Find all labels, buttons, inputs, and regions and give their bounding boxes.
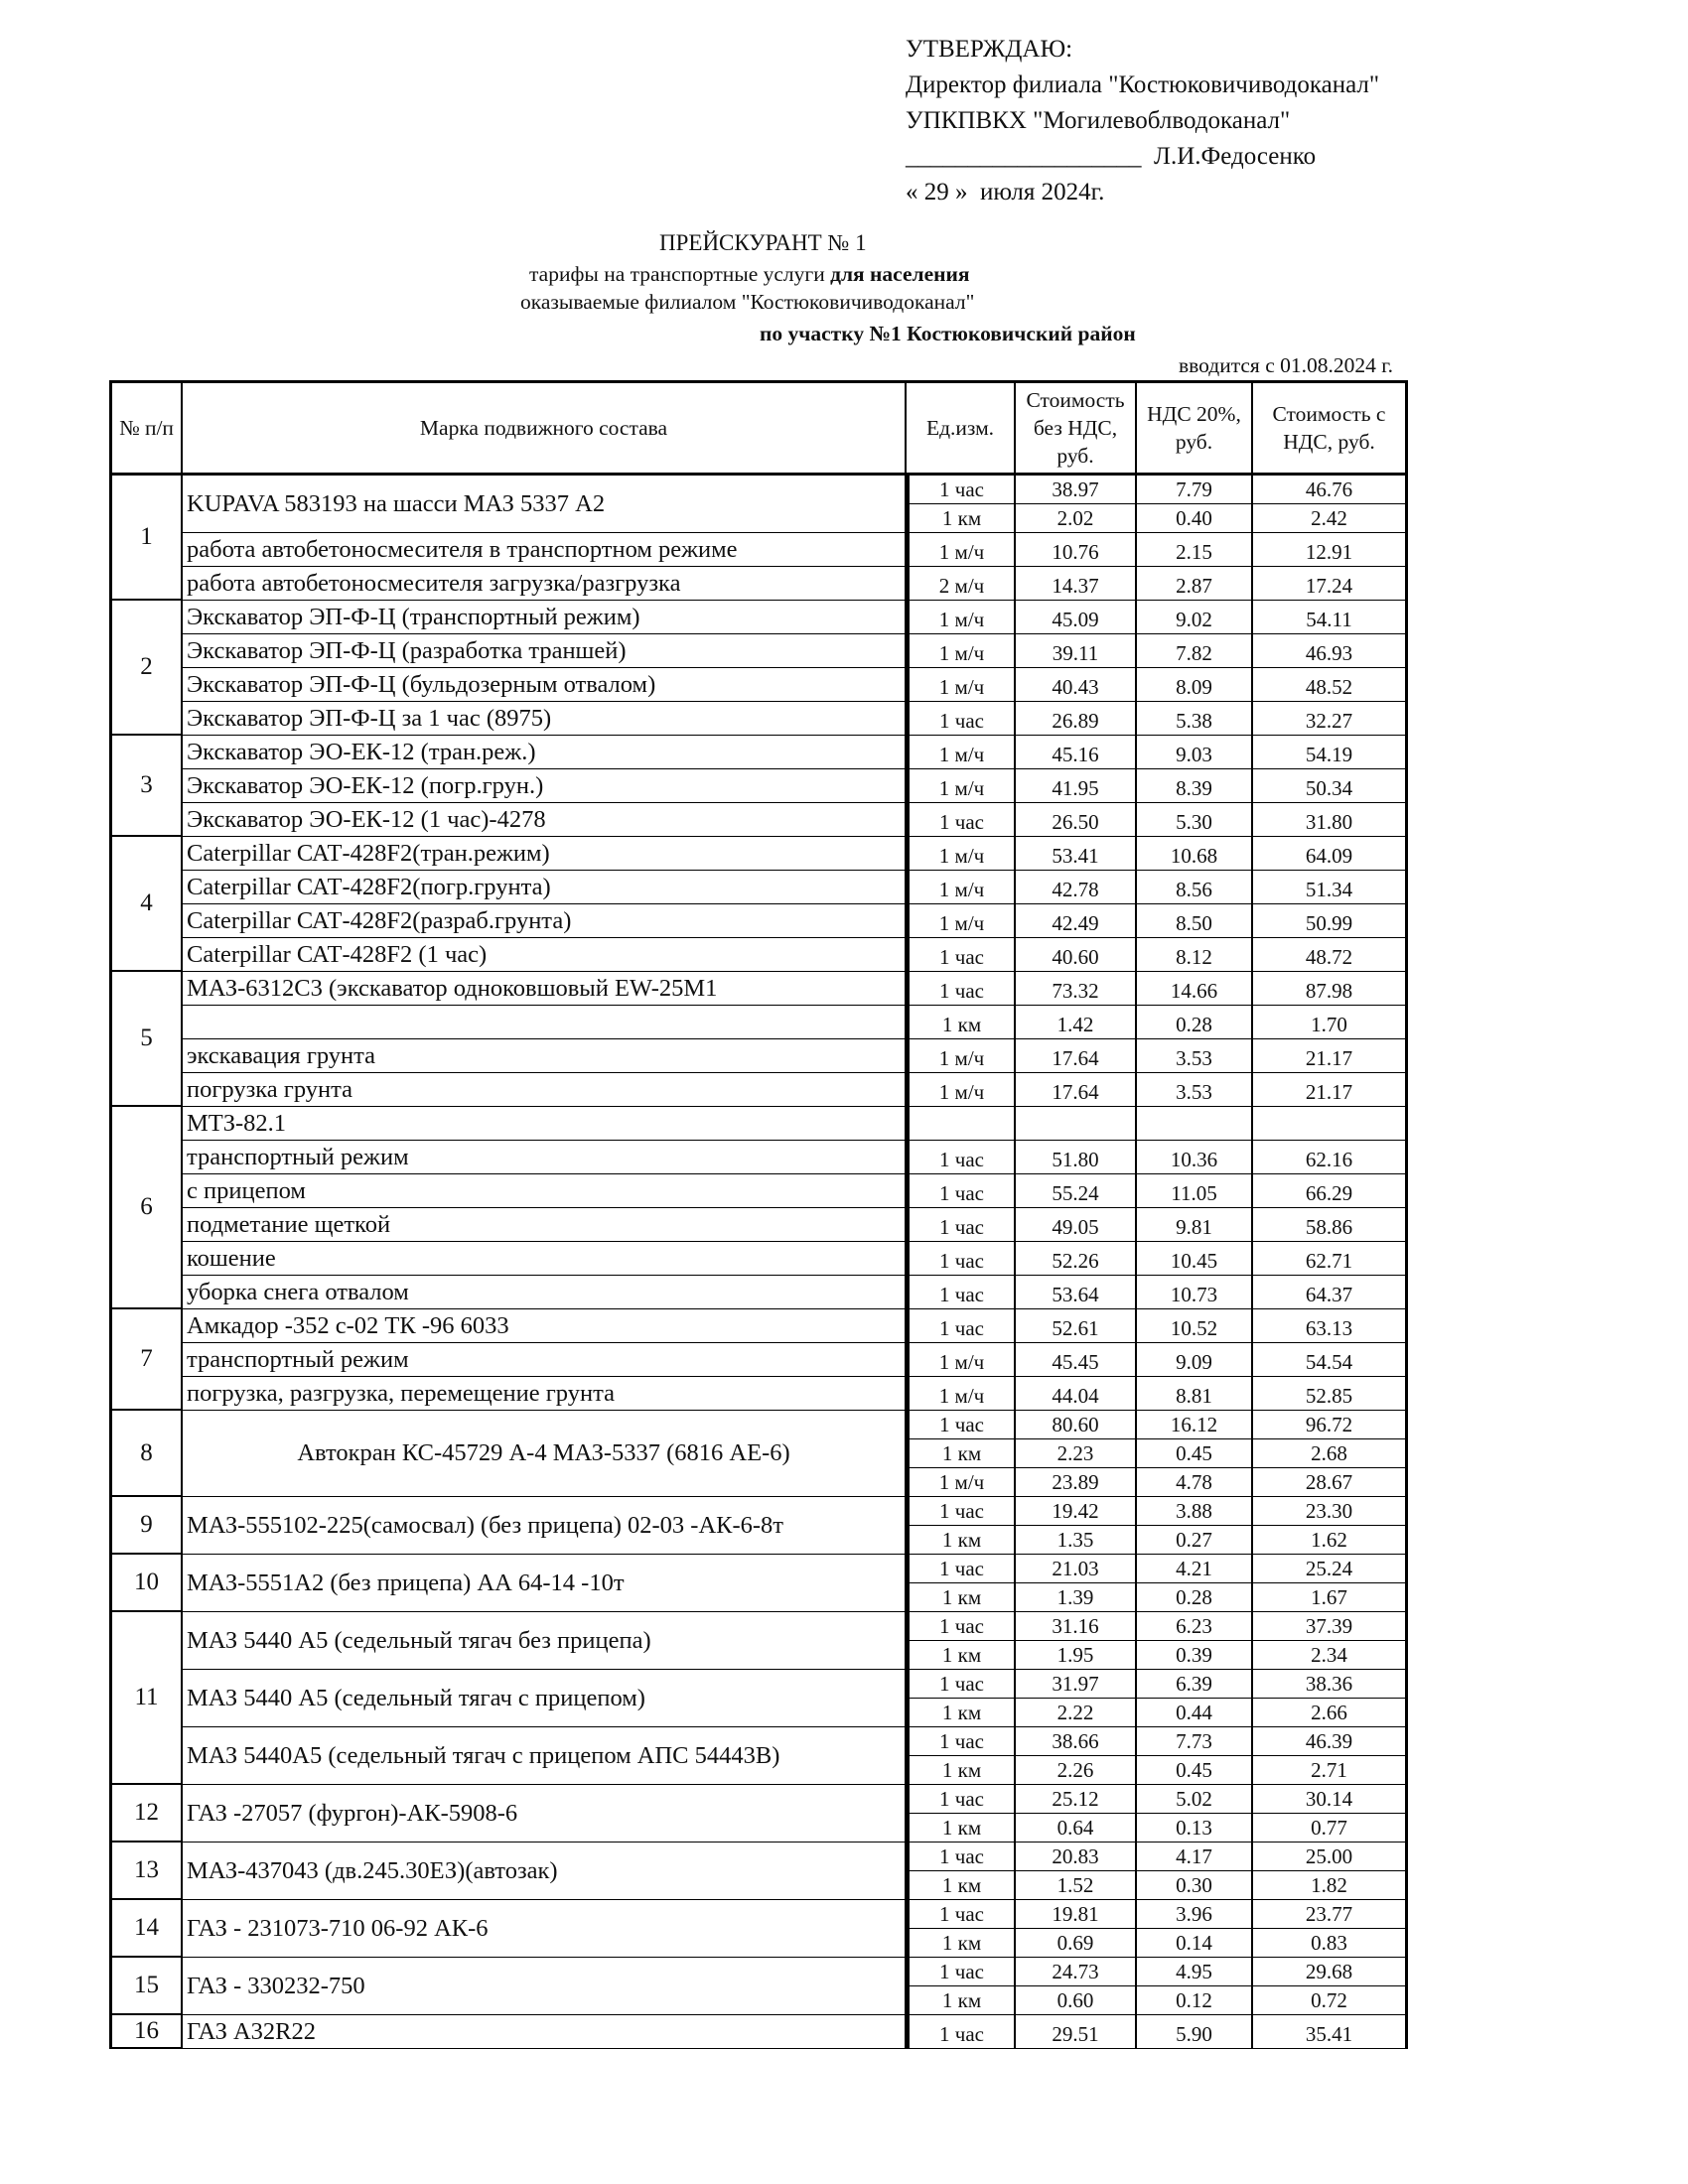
total-cell: 31.80 bbox=[1253, 803, 1408, 837]
vat-cell: 8.12 bbox=[1137, 938, 1253, 972]
vat-cell: 10.73 bbox=[1137, 1276, 1253, 1309]
vehicle-brand: Caterpillar САТ-428F2(тран.режим) bbox=[183, 837, 907, 871]
total-cell: 64.37 bbox=[1253, 1276, 1408, 1309]
price-cell: 26.89 bbox=[1016, 702, 1137, 736]
header-price-with-vat: Стоимость с НДС, руб. bbox=[1253, 383, 1408, 476]
total-cell: 0.83 bbox=[1253, 1929, 1408, 1958]
unit-cell: 1 час bbox=[907, 1141, 1016, 1174]
row-number: 1 bbox=[109, 476, 183, 601]
vat-cell: 8.56 bbox=[1137, 871, 1253, 904]
price-cell: 2.23 bbox=[1016, 1439, 1137, 1468]
unit-cell: 1 м/ч bbox=[907, 533, 1016, 567]
unit-cell: 1 час bbox=[907, 1276, 1016, 1309]
vat-cell: 3.88 bbox=[1137, 1497, 1253, 1526]
unit-cell: 1 м/ч bbox=[907, 1073, 1016, 1107]
vat-cell: 10.52 bbox=[1137, 1309, 1253, 1343]
total-cell: 63.13 bbox=[1253, 1309, 1408, 1343]
total-cell: 1.82 bbox=[1253, 1871, 1408, 1900]
unit-cell: 1 м/ч bbox=[907, 736, 1016, 769]
vehicle-brand: работа автобетоносмесителя загрузка/разгрузка bbox=[183, 567, 907, 601]
price-cell: 40.43 bbox=[1016, 668, 1137, 702]
vehicle-brand: Caterpillar САТ-428F2(погр.грунта) bbox=[183, 871, 907, 904]
row-number: 6 bbox=[109, 1107, 183, 1309]
total-cell: 23.77 bbox=[1253, 1900, 1408, 1929]
vat-cell: 0.28 bbox=[1137, 1583, 1253, 1612]
vehicle-brand: Экскаватор ЭП-Ф-Ц за 1 час (8975) bbox=[183, 702, 907, 736]
total-cell: 17.24 bbox=[1253, 567, 1408, 601]
vat-cell: 2.87 bbox=[1137, 567, 1253, 601]
price-cell: 21.03 bbox=[1016, 1555, 1137, 1583]
price-cell: 1.95 bbox=[1016, 1641, 1137, 1670]
unit-cell: 2 м/ч bbox=[907, 567, 1016, 601]
header-number: № п/п bbox=[109, 383, 183, 476]
unit-cell: 1 км bbox=[907, 1526, 1016, 1555]
vehicle-brand: ГАЗ - 231073-710 06-92 АК-6 bbox=[183, 1900, 907, 1958]
unit-cell: 1 час bbox=[907, 1309, 1016, 1343]
total-cell: 12.91 bbox=[1253, 533, 1408, 567]
total-cell: 35.41 bbox=[1253, 2015, 1408, 2049]
vehicle-brand: экскавация грунта bbox=[183, 1039, 907, 1073]
price-list-subtitle bbox=[529, 262, 970, 287]
vat-cell: 2.15 bbox=[1137, 533, 1253, 567]
vat-cell: 10.68 bbox=[1137, 837, 1253, 871]
price-cell: 2.26 bbox=[1016, 1756, 1137, 1785]
row-number: 16 bbox=[109, 2015, 183, 2049]
total-cell: 87.98 bbox=[1253, 972, 1408, 1006]
total-cell: 54.54 bbox=[1253, 1343, 1408, 1377]
unit-cell: 1 час bbox=[907, 972, 1016, 1006]
unit-cell: 1 час bbox=[907, 1242, 1016, 1276]
vehicle-brand: с прицепом bbox=[183, 1174, 907, 1208]
vat-cell: 16.12 bbox=[1137, 1411, 1253, 1439]
price-cell: 2.02 bbox=[1016, 504, 1137, 533]
row-number: 14 bbox=[109, 1900, 183, 1958]
vat-cell: 3.53 bbox=[1137, 1039, 1253, 1073]
vat-cell: 0.45 bbox=[1137, 1439, 1253, 1468]
unit-cell: 1 км bbox=[907, 1929, 1016, 1958]
vat-cell: 6.23 bbox=[1137, 1612, 1253, 1641]
vehicle-brand: подметание щеткой bbox=[183, 1208, 907, 1242]
price-cell: 80.60 bbox=[1016, 1411, 1137, 1439]
row-number: 13 bbox=[109, 1843, 183, 1900]
unit-cell: 1 час bbox=[907, 702, 1016, 736]
total-cell: 25.00 bbox=[1253, 1843, 1408, 1871]
price-cell: 29.51 bbox=[1016, 2015, 1137, 2049]
unit-cell: 1 м/ч bbox=[907, 601, 1016, 634]
total-cell: 32.27 bbox=[1253, 702, 1408, 736]
unit-cell: 1 м/ч bbox=[907, 1039, 1016, 1073]
row-number: 12 bbox=[109, 1785, 183, 1843]
vehicle-brand: погрузка, разгрузка, перемещение грунта bbox=[183, 1377, 907, 1411]
vat-cell: 4.21 bbox=[1137, 1555, 1253, 1583]
unit-cell: 1 час bbox=[907, 1843, 1016, 1871]
vehicle-brand bbox=[183, 1006, 907, 1039]
vat-cell: 11.05 bbox=[1137, 1174, 1253, 1208]
unit-cell: 1 км bbox=[907, 1641, 1016, 1670]
total-cell: 54.19 bbox=[1253, 736, 1408, 769]
unit-cell: 1 час bbox=[907, 1727, 1016, 1756]
unit-cell: 1 км bbox=[907, 1814, 1016, 1843]
price-cell: 45.45 bbox=[1016, 1343, 1137, 1377]
vat-cell: 0.14 bbox=[1137, 1929, 1253, 1958]
vat-cell: 8.81 bbox=[1137, 1377, 1253, 1411]
unit-cell: 1 м/ч bbox=[907, 769, 1016, 803]
total-cell: 21.17 bbox=[1253, 1039, 1408, 1073]
vat-cell: 9.03 bbox=[1137, 736, 1253, 769]
unit-cell: 1 км bbox=[907, 1006, 1016, 1039]
total-cell: 28.67 bbox=[1253, 1468, 1408, 1497]
price-cell: 42.78 bbox=[1016, 871, 1137, 904]
vehicle-brand: Caterpillar САТ-428F2(разраб.грунта) bbox=[183, 904, 907, 938]
row-number: 7 bbox=[109, 1309, 183, 1411]
unit-cell: 1 час bbox=[907, 938, 1016, 972]
vehicle-brand: Экскаватор ЭО-ЕК-12 (тран.реж.) bbox=[183, 736, 907, 769]
price-cell: 73.32 bbox=[1016, 972, 1137, 1006]
approve-line-3: УПКПВКХ "Могилевоблводоканал" bbox=[906, 107, 1291, 134]
row-number: 8 bbox=[109, 1411, 183, 1497]
vat-cell: 7.79 bbox=[1137, 476, 1253, 504]
vat-cell: 9.02 bbox=[1137, 601, 1253, 634]
vehicle-brand: ГАЗ А32R22 bbox=[183, 2015, 907, 2049]
vat-cell: 4.17 bbox=[1137, 1843, 1253, 1871]
price-cell bbox=[1016, 1107, 1137, 1141]
total-cell: 38.36 bbox=[1253, 1670, 1408, 1699]
price-cell: 45.09 bbox=[1016, 601, 1137, 634]
vat-cell: 8.39 bbox=[1137, 769, 1253, 803]
unit-cell: 1 м/ч bbox=[907, 634, 1016, 668]
unit-cell: 1 час bbox=[907, 1900, 1016, 1929]
vehicle-brand: кошение bbox=[183, 1242, 907, 1276]
total-cell: 1.62 bbox=[1253, 1526, 1408, 1555]
vat-cell: 14.66 bbox=[1137, 972, 1253, 1006]
total-cell: 50.34 bbox=[1253, 769, 1408, 803]
unit-cell: 1 м/ч bbox=[907, 837, 1016, 871]
unit-cell: 1 км bbox=[907, 1986, 1016, 2015]
total-cell: 62.16 bbox=[1253, 1141, 1408, 1174]
price-cell: 1.42 bbox=[1016, 1006, 1137, 1039]
unit-cell: 1 м/ч bbox=[907, 668, 1016, 702]
vat-cell: 9.09 bbox=[1137, 1343, 1253, 1377]
vehicle-brand: МАЗ 5440 А5 (седельный тягач с прицепом) bbox=[183, 1670, 907, 1727]
vehicle-brand: МАЗ-555102-225(самосвал) (без прицепа) 02-03 -АК-6-8т bbox=[183, 1497, 907, 1555]
header-unit: Ед.изм. bbox=[907, 383, 1016, 476]
price-cell: 38.66 bbox=[1016, 1727, 1137, 1756]
total-cell: 48.52 bbox=[1253, 668, 1408, 702]
vehicle-brand: МАЗ-6312С3 (экскаватор одноковшовый EW-25M1 bbox=[183, 972, 907, 1006]
unit-cell: 1 м/ч bbox=[907, 904, 1016, 938]
tariff-table bbox=[109, 380, 1408, 2061]
vehicle-brand: Экскаватор ЭП-Ф-Ц (транспортный режим) bbox=[183, 601, 907, 634]
vehicle-brand: Экскаватор ЭО-ЕК-12 (1 час)-4278 bbox=[183, 803, 907, 837]
row-number: 3 bbox=[109, 736, 183, 837]
row-number: 15 bbox=[109, 1958, 183, 2015]
vat-cell: 3.96 bbox=[1137, 1900, 1253, 1929]
vehicle-brand: МАЗ 5440А5 (седельный тягач с прицепом АПС 54443В) bbox=[183, 1727, 907, 1785]
vehicle-brand: ГАЗ -27057 (фургон)-АК-5908-6 bbox=[183, 1785, 907, 1843]
total-cell: 46.76 bbox=[1253, 476, 1408, 504]
vat-cell: 4.78 bbox=[1137, 1468, 1253, 1497]
total-cell: 52.85 bbox=[1253, 1377, 1408, 1411]
unit-cell: 1 час bbox=[907, 1670, 1016, 1699]
row-number: 11 bbox=[109, 1612, 183, 1785]
total-cell: 37.39 bbox=[1253, 1612, 1408, 1641]
header-brand: Марка подвижного состава bbox=[183, 383, 907, 476]
unit-cell: 1 час bbox=[907, 1174, 1016, 1208]
price-cell: 17.64 bbox=[1016, 1073, 1137, 1107]
unit-cell: 1 км bbox=[907, 1756, 1016, 1785]
approve-line-2: Директор филиала "Костюковичиводоканал" bbox=[906, 71, 1380, 98]
price-cell: 19.42 bbox=[1016, 1497, 1137, 1526]
total-cell: 2.71 bbox=[1253, 1756, 1408, 1785]
vat-cell: 5.02 bbox=[1137, 1785, 1253, 1814]
vat-cell: 0.28 bbox=[1137, 1006, 1253, 1039]
total-cell: 21.17 bbox=[1253, 1073, 1408, 1107]
vehicle-brand: МАЗ 5440 А5 (седельный тягач без прицепа) bbox=[183, 1612, 907, 1670]
unit-cell: 1 м/ч bbox=[907, 1377, 1016, 1411]
total-cell: 2.42 bbox=[1253, 504, 1408, 533]
subtitle-part-2: для населения bbox=[830, 262, 970, 286]
vehicle-brand: ГАЗ - 330232-750 bbox=[183, 1958, 907, 2015]
row-number: 9 bbox=[109, 1497, 183, 1555]
vehicle-brand: Caterpillar САТ-428F2 (1 час) bbox=[183, 938, 907, 972]
vehicle-brand: Амкадор -352 с-02 ТК -96 6033 bbox=[183, 1309, 907, 1343]
price-cell: 26.50 bbox=[1016, 803, 1137, 837]
row-number: 10 bbox=[109, 1555, 183, 1612]
price-cell: 19.81 bbox=[1016, 1900, 1137, 1929]
vat-cell: 5.90 bbox=[1137, 2015, 1253, 2049]
unit-cell: 1 час bbox=[907, 1785, 1016, 1814]
total-cell: 0.72 bbox=[1253, 1986, 1408, 2015]
vehicle-brand: транспортный режим bbox=[183, 1141, 907, 1174]
total-cell: 96.72 bbox=[1253, 1411, 1408, 1439]
total-cell: 51.34 bbox=[1253, 871, 1408, 904]
vehicle-brand: работа автобетоносмесителя в транспортном режиме bbox=[183, 533, 907, 567]
vat-cell: 7.82 bbox=[1137, 634, 1253, 668]
price-list-title: ПРЕЙСКУРАНТ № 1 bbox=[659, 230, 867, 255]
price-cell: 10.76 bbox=[1016, 533, 1137, 567]
price-cell: 1.35 bbox=[1016, 1526, 1137, 1555]
price-cell: 24.73 bbox=[1016, 1958, 1137, 1986]
unit-cell: 1 час bbox=[907, 1411, 1016, 1439]
row-number: 2 bbox=[109, 601, 183, 736]
unit-cell: 1 час bbox=[907, 803, 1016, 837]
vat-cell: 0.45 bbox=[1137, 1756, 1253, 1785]
vat-cell: 0.13 bbox=[1137, 1814, 1253, 1843]
approve-line-4: ___________________ Л.И.Федосенко bbox=[906, 143, 1317, 170]
total-cell: 1.70 bbox=[1253, 1006, 1408, 1039]
price-cell: 49.05 bbox=[1016, 1208, 1137, 1242]
price-cell: 23.89 bbox=[1016, 1468, 1137, 1497]
vat-cell: 0.40 bbox=[1137, 504, 1253, 533]
header-price-no-vat: Стоимость без НДС, руб. bbox=[1016, 383, 1137, 476]
price-cell: 2.22 bbox=[1016, 1699, 1137, 1727]
price-cell: 0.60 bbox=[1016, 1986, 1137, 2015]
vat-cell: 0.39 bbox=[1137, 1641, 1253, 1670]
price-cell: 44.04 bbox=[1016, 1377, 1137, 1411]
total-cell: 2.34 bbox=[1253, 1641, 1408, 1670]
vat-cell: 3.53 bbox=[1137, 1073, 1253, 1107]
vat-cell: 5.38 bbox=[1137, 702, 1253, 736]
total-cell: 58.86 bbox=[1253, 1208, 1408, 1242]
unit-cell: 1 км bbox=[907, 504, 1016, 533]
total-cell bbox=[1253, 1107, 1408, 1141]
vat-cell: 0.30 bbox=[1137, 1871, 1253, 1900]
vehicle-brand: KUPAVA 583193 на шасси МАЗ 5337 А2 bbox=[183, 476, 907, 533]
vat-cell: 8.50 bbox=[1137, 904, 1253, 938]
total-cell: 0.77 bbox=[1253, 1814, 1408, 1843]
approve-line-1: УТВЕРЖДАЮ: bbox=[906, 36, 1073, 63]
subtitle-part-1: тарифы на транспортные услуги bbox=[529, 262, 831, 286]
vehicle-brand: Экскаватор ЭП-Ф-Ц (бульдозерным отвалом) bbox=[183, 668, 907, 702]
unit-cell: 1 час bbox=[907, 1958, 1016, 1986]
price-cell: 45.16 bbox=[1016, 736, 1137, 769]
unit-cell: 1 м/ч bbox=[907, 1343, 1016, 1377]
vat-cell: 6.39 bbox=[1137, 1670, 1253, 1699]
total-cell: 66.29 bbox=[1253, 1174, 1408, 1208]
unit-cell: 1 км bbox=[907, 1871, 1016, 1900]
total-cell: 25.24 bbox=[1253, 1555, 1408, 1583]
vehicle-brand: транспортный режим bbox=[183, 1343, 907, 1377]
vehicle-brand: Экскаватор ЭО-ЕК-12 (погр.грун.) bbox=[183, 769, 907, 803]
total-cell: 64.09 bbox=[1253, 837, 1408, 871]
vat-cell: 9.81 bbox=[1137, 1208, 1253, 1242]
row-number: 4 bbox=[109, 837, 183, 972]
vat-cell: 5.30 bbox=[1137, 803, 1253, 837]
price-cell: 53.64 bbox=[1016, 1276, 1137, 1309]
price-list-area: по участку №1 Костюковичский район bbox=[760, 322, 1136, 345]
vehicle-brand: МАЗ-437043 (дв.245.30ЕЗ)(автозак) bbox=[183, 1843, 907, 1900]
price-cell: 41.95 bbox=[1016, 769, 1137, 803]
unit-cell: 1 час bbox=[907, 1612, 1016, 1641]
price-cell: 39.11 bbox=[1016, 634, 1137, 668]
price-cell: 40.60 bbox=[1016, 938, 1137, 972]
price-cell: 14.37 bbox=[1016, 567, 1137, 601]
total-cell: 1.67 bbox=[1253, 1583, 1408, 1612]
total-cell: 46.93 bbox=[1253, 634, 1408, 668]
price-cell: 38.97 bbox=[1016, 476, 1137, 504]
price-cell: 52.26 bbox=[1016, 1242, 1137, 1276]
vehicle-brand: уборка снега отвалом bbox=[183, 1276, 907, 1309]
vat-cell: 0.12 bbox=[1137, 1986, 1253, 2015]
unit-cell: 1 км bbox=[907, 1583, 1016, 1612]
total-cell: 23.30 bbox=[1253, 1497, 1408, 1526]
vat-cell: 0.27 bbox=[1137, 1526, 1253, 1555]
price-cell: 51.80 bbox=[1016, 1141, 1137, 1174]
unit-cell bbox=[907, 1107, 1016, 1141]
unit-cell: 1 час bbox=[907, 476, 1016, 504]
total-cell: 50.99 bbox=[1253, 904, 1408, 938]
header-vat: НДС 20%, руб. bbox=[1137, 383, 1253, 476]
approval-block bbox=[906, 32, 1379, 210]
row-number: 5 bbox=[109, 972, 183, 1107]
price-cell: 31.97 bbox=[1016, 1670, 1137, 1699]
price-cell: 0.69 bbox=[1016, 1929, 1137, 1958]
unit-cell: 1 час bbox=[907, 2015, 1016, 2049]
unit-cell: 1 м/ч bbox=[907, 871, 1016, 904]
unit-cell: 1 км bbox=[907, 1699, 1016, 1727]
unit-cell: 1 км bbox=[907, 1439, 1016, 1468]
approve-line-5: « 29 » июля 2024г. bbox=[906, 179, 1105, 205]
price-cell: 53.41 bbox=[1016, 837, 1137, 871]
price-cell: 17.64 bbox=[1016, 1039, 1137, 1073]
price-cell: 55.24 bbox=[1016, 1174, 1137, 1208]
vat-cell: 0.44 bbox=[1137, 1699, 1253, 1727]
total-cell: 2.68 bbox=[1253, 1439, 1408, 1468]
vehicle-brand: погрузка грунта bbox=[183, 1073, 907, 1107]
total-cell: 30.14 bbox=[1253, 1785, 1408, 1814]
price-cell: 25.12 bbox=[1016, 1785, 1137, 1814]
vat-cell: 7.73 bbox=[1137, 1727, 1253, 1756]
total-cell: 46.39 bbox=[1253, 1727, 1408, 1756]
unit-cell: 1 м/ч bbox=[907, 1468, 1016, 1497]
vat-cell: 10.36 bbox=[1137, 1141, 1253, 1174]
vehicle-brand: МТЗ-82.1 bbox=[183, 1107, 907, 1141]
vat-cell: 8.09 bbox=[1137, 668, 1253, 702]
total-cell: 2.66 bbox=[1253, 1699, 1408, 1727]
total-cell: 54.11 bbox=[1253, 601, 1408, 634]
price-cell: 31.16 bbox=[1016, 1612, 1137, 1641]
unit-cell: 1 час bbox=[907, 1208, 1016, 1242]
vat-cell: 10.45 bbox=[1137, 1242, 1253, 1276]
vat-cell bbox=[1137, 1107, 1253, 1141]
vehicle-brand: Автокран КС-45729 А-4 МАЗ-5337 (6816 АЕ-6) bbox=[183, 1411, 907, 1497]
price-cell: 52.61 bbox=[1016, 1309, 1137, 1343]
total-cell: 62.71 bbox=[1253, 1242, 1408, 1276]
price-cell: 20.83 bbox=[1016, 1843, 1137, 1871]
total-cell: 48.72 bbox=[1253, 938, 1408, 972]
price-cell: 42.49 bbox=[1016, 904, 1137, 938]
price-cell: 1.52 bbox=[1016, 1871, 1137, 1900]
vat-cell: 4.95 bbox=[1137, 1958, 1253, 1986]
unit-cell: 1 час bbox=[907, 1555, 1016, 1583]
effective-date: вводится с 01.08.2024 г. bbox=[1179, 353, 1394, 377]
price-cell: 1.39 bbox=[1016, 1583, 1137, 1612]
price-list-provider: оказываемые филиалом "Костюковичиводоканал" bbox=[520, 290, 975, 314]
vehicle-brand: Экскаватор ЭП-Ф-Ц (разработка траншей) bbox=[183, 634, 907, 668]
unit-cell: 1 час bbox=[907, 1497, 1016, 1526]
total-cell: 29.68 bbox=[1253, 1958, 1408, 1986]
price-cell: 0.64 bbox=[1016, 1814, 1137, 1843]
vehicle-brand: МАЗ-5551А2 (без прицепа) АА 64-14 -10т bbox=[183, 1555, 907, 1612]
